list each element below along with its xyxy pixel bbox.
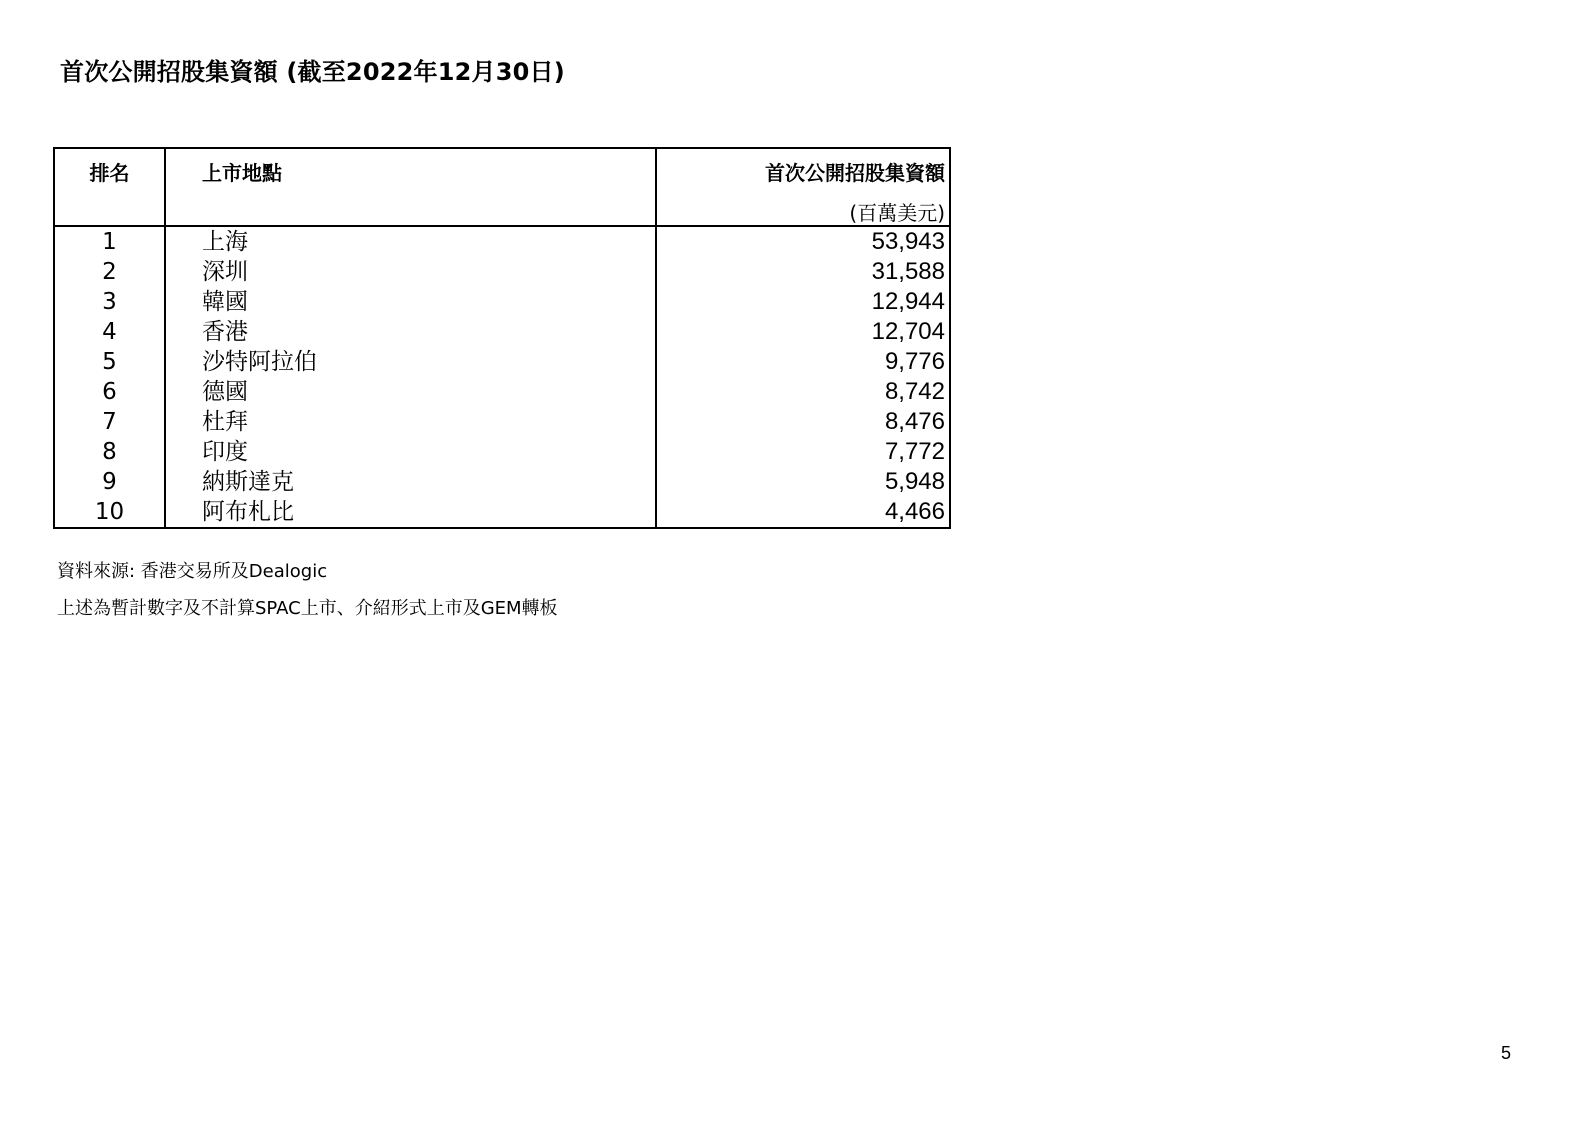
rank-cell: 4 [54,317,165,347]
amount-cell: 8,742 [656,377,950,407]
column-header-location: 上市地點 [165,148,656,226]
rank-cell: 3 [54,287,165,317]
ipo-ranking-table [53,147,951,529]
source-footnote: 資料來源: 香港交易所及Dealogic [57,561,328,582]
table-header-row [54,148,950,226]
rank-cell: 1 [54,226,165,257]
amount-cell: 5,948 [656,467,950,497]
table-row [54,257,950,287]
amount-cell: 8,476 [656,407,950,437]
location-cell: 阿布札比 [165,497,656,528]
page-number: 5 [1501,1043,1512,1063]
rank-cell: 10 [54,497,165,528]
location-cell: 印度 [165,437,656,467]
table-row [54,497,950,528]
rank-cell: 2 [54,257,165,287]
location-cell: 韓國 [165,287,656,317]
location-cell: 沙特阿拉伯 [165,347,656,377]
table-row [54,287,950,317]
amount-cell: 12,704 [656,317,950,347]
location-cell: 香港 [165,317,656,347]
location-cell: 德國 [165,377,656,407]
table-row [54,407,950,437]
rank-cell: 8 [54,437,165,467]
table-row [54,317,950,347]
rank-cell: 6 [54,377,165,407]
disclaimer-footnote: 上述為暫計數字及不計算SPAC上市、介紹形式上市及GEM轉板 [57,598,558,619]
amount-cell: 9,776 [656,347,950,377]
rank-cell: 9 [54,467,165,497]
table-row [54,437,950,467]
amount-cell: 12,944 [656,287,950,317]
table-row [54,377,950,407]
amount-cell: 53,943 [656,226,950,257]
amount-cell: 31,588 [656,257,950,287]
location-cell: 深圳 [165,257,656,287]
location-cell: 杜拜 [165,407,656,437]
location-cell: 上海 [165,226,656,257]
amount-cell: 4,466 [656,497,950,528]
column-header-amount: 首次公開招股集資額 (百萬美元) [656,148,950,226]
table-row [54,347,950,377]
amount-unit-label: (百萬美元) [849,201,945,225]
rank-cell: 5 [54,347,165,377]
amount-cell: 7,772 [656,437,950,467]
rank-cell: 7 [54,407,165,437]
table-row [54,467,950,497]
location-cell: 納斯達克 [165,467,656,497]
page-title: 首次公開招股集資額 (截至2022年12月30日) [60,58,565,86]
table-row [54,226,950,257]
column-header-rank: 排名 [54,148,165,226]
